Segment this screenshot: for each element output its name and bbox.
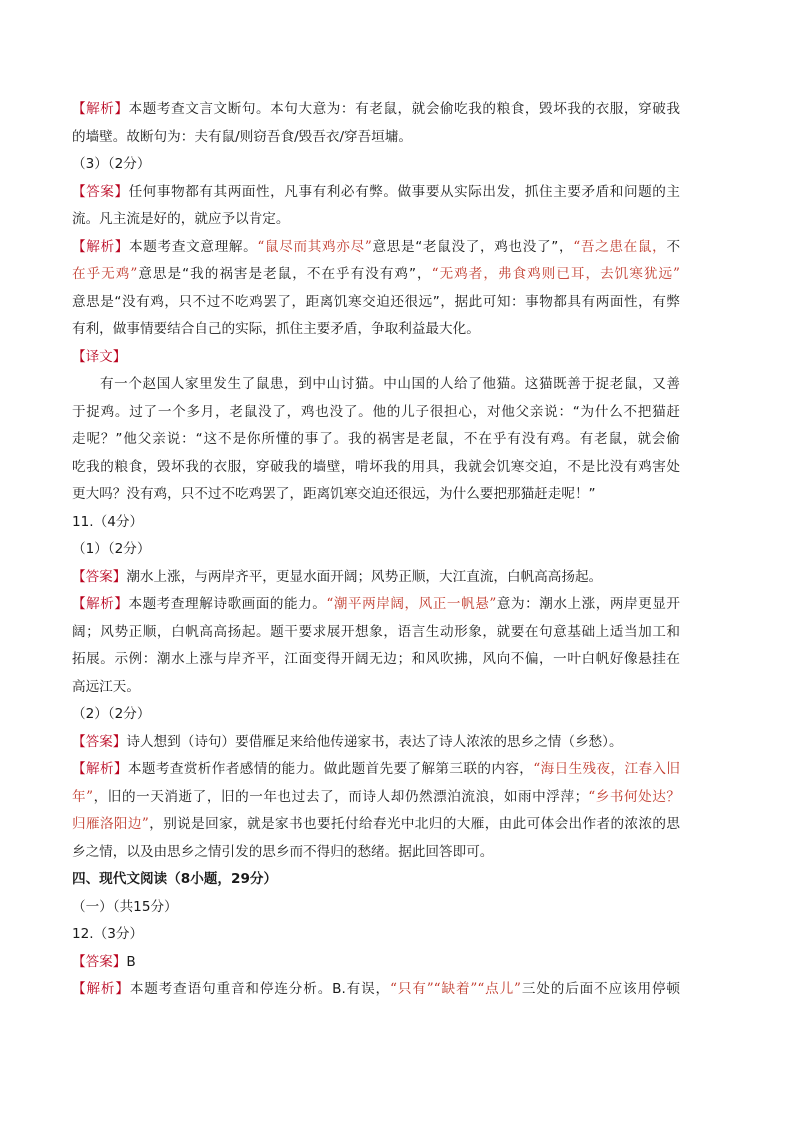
answer-tag: 【答案】 — [72, 568, 127, 585]
answer-tag: 【答案】 — [72, 953, 127, 970]
translation-line-3: 走呢？”他父亲说：“这不是你所懂的事了。我的祸害是老鼠，不在乎有没有鸡。有老鼠，就会偷 — [72, 431, 680, 447]
translation-line-2: 于捉鸡。过了一个多月，老鼠没了，鸡也没了。他的儿子很担心，对他父亲说：“为什么不把猫赶 — [72, 403, 680, 420]
answer-line-4: 【答案】诗人想到（诗句）要借雁足来给他传递家书，表达了诗人浓浓的思乡之情（乡愁）。 — [72, 733, 623, 750]
analysis-tag: 【解析】 — [72, 596, 129, 612]
quote-poem: 年” — [72, 788, 94, 805]
quote-original: “无鸡者，弗食鸡则已耳，去饥寒犹远” — [431, 266, 680, 282]
analysis-line-1: 【解析】本题考查文言文断句。本句大意为：有老鼠，就会偷吃我的粮食，毁坏我的衣服，穿破我 — [72, 101, 680, 117]
quote-poem: “潮平两岸阔，风正一帆悬” — [326, 596, 497, 612]
analysis-line-3: 【解析】本题考查文意理解。“鼠尽而其鸡亦尽”意思是“老鼠没了，鸡也没了”，“吾之患在鼠，不 — [72, 238, 680, 255]
analysis-tag: 【解析】 — [72, 761, 128, 777]
answer-line-5: 【答案】B — [72, 953, 136, 970]
analysis-line-6: 有利，做事情要结合自己的实际，抓住主要矛盾，争取利益最大化。 — [72, 321, 480, 337]
analysis-line-9: 拓展。示例：潮水上涨与岸齐平，江面变得开阔无边；和风吹拂，风向不偏，一叶白帆好像悬挂在 — [72, 651, 680, 667]
analysis-tag: 【解析】 — [72, 101, 129, 117]
subsection-header: （一）（共15分） — [72, 898, 178, 915]
analysis-line-4: 在乎无鸡”意思是“我的祸害是老鼠，不在乎有没有鸡”，“无鸡者，弗食鸡则已耳，去饥寒犹远” — [72, 266, 680, 282]
question-11-header: 11.（4分） — [72, 513, 144, 530]
answer-line-3: 【答案】潮水上涨，与两岸齐平，更显水面开阔；风势正顺，大江直流，白帆高高扬起。 — [72, 568, 603, 585]
quote-original: 在乎无鸡” — [72, 266, 138, 282]
translation-line-4: 吃我的粮食，毁坏我的衣服，穿破我的墙壁，啃坏我的用具，我就会饥寒交迫，不是比没有鸡害处 — [72, 458, 680, 475]
analysis-line-12: 年”，旧的一天消逝了，旧的一年也过去了，而诗人却仍然漂泊流浪，如雨中浮萍；“乡书何处达？ — [72, 788, 680, 805]
translation-line-1: 有一个赵国人家里发生了鼠患，到中山讨猫。中山国的人给了他猫。这猫既善于捉老鼠，又善 — [100, 376, 680, 392]
answer-tag: 【答案】 — [72, 183, 129, 200]
quote-poem: “海日生残夜，江春入旧 — [533, 761, 680, 777]
quote-original: “吾之患在鼠， — [573, 238, 667, 255]
answer-line-2: 流。凡主流是好的，就应予以肯定。 — [72, 211, 290, 227]
analysis-line-13: 归雁洛阳边”，别说是回家，就是家书也要托付给春光中北归的大雁，由此可体会出作者的浓浓的思 — [72, 816, 680, 832]
quote-poem: 归雁洛阳边” — [72, 816, 149, 832]
analysis-line-7: 【解析】本题考查理解诗歌画面的能力。“潮平两岸阔，风正一帆悬”意为：潮水上涨，两岸更显开 — [72, 596, 680, 612]
answer-line-1: 【答案】任何事物都有其两面性，凡事有利必有弊。做事要从实际出发，抓住主要矛盾和问题的主 — [72, 183, 680, 200]
analysis-line-2: 的墙壁。故断句为：夫有鼠/则窃吾食/毁吾衣/穿吾垣墉。 — [72, 128, 412, 145]
translation-tag-line — [72, 345, 680, 369]
analysis-line-5: 意思是“没有鸡，只不过不吃鸡罢了，距离饥寒交迫还很远”，据此可知：事物都具有两面性，有弊 — [72, 293, 680, 310]
section-heading: 四、现代文阅读（8小题，29分） — [72, 871, 278, 887]
question-subpart-3: （3）（2分） — [72, 156, 151, 172]
analysis-line-11: 【解析】本题考查赏析作者感情的能力。做此题首先要了解第三联的内容，“海日生残夜，江春入旧 — [72, 761, 680, 777]
question-subpart-1: （1）（2分） — [72, 541, 151, 557]
analysis-tag: 【解析】 — [72, 981, 130, 997]
question-subpart-2: （2）（2分） — [72, 706, 151, 722]
translation-tag: 【译文】 — [72, 348, 127, 365]
analysis-line-14: 乡之情，以及由思乡之情引发的思乡而不得归的愁绪。据此回答即可。 — [72, 843, 494, 860]
question-12-header: 12.（3分） — [72, 926, 144, 942]
analysis-tag: 【解析】 — [72, 238, 130, 255]
analysis-line-8: 阔；风势正顺，白帆高高扬起。题干要求展开想象，语言生动形象，就要在句意基础上适当加工和 — [72, 623, 680, 640]
quote-poem: “乡书何处达？ — [588, 788, 680, 805]
answer-tag: 【答案】 — [72, 733, 127, 750]
analysis-line-10: 高远江天。 — [72, 678, 140, 695]
analysis-line-15: 【解析】本题考查语句重音和停连分析。B.有误，“只有”“缺着”“点儿”三处的后面不应该用停顿 — [72, 981, 680, 997]
translation-line-5: 更大吗？没有鸡，只不过不吃鸡罢了，距离饥寒交迫还很远，为什么要把那猫赶走呢！” — [72, 486, 596, 502]
quote-original: “鼠尽而其鸡亦尽” — [257, 238, 372, 255]
quote-text: “只有”“缺着”“点儿” — [390, 981, 522, 997]
